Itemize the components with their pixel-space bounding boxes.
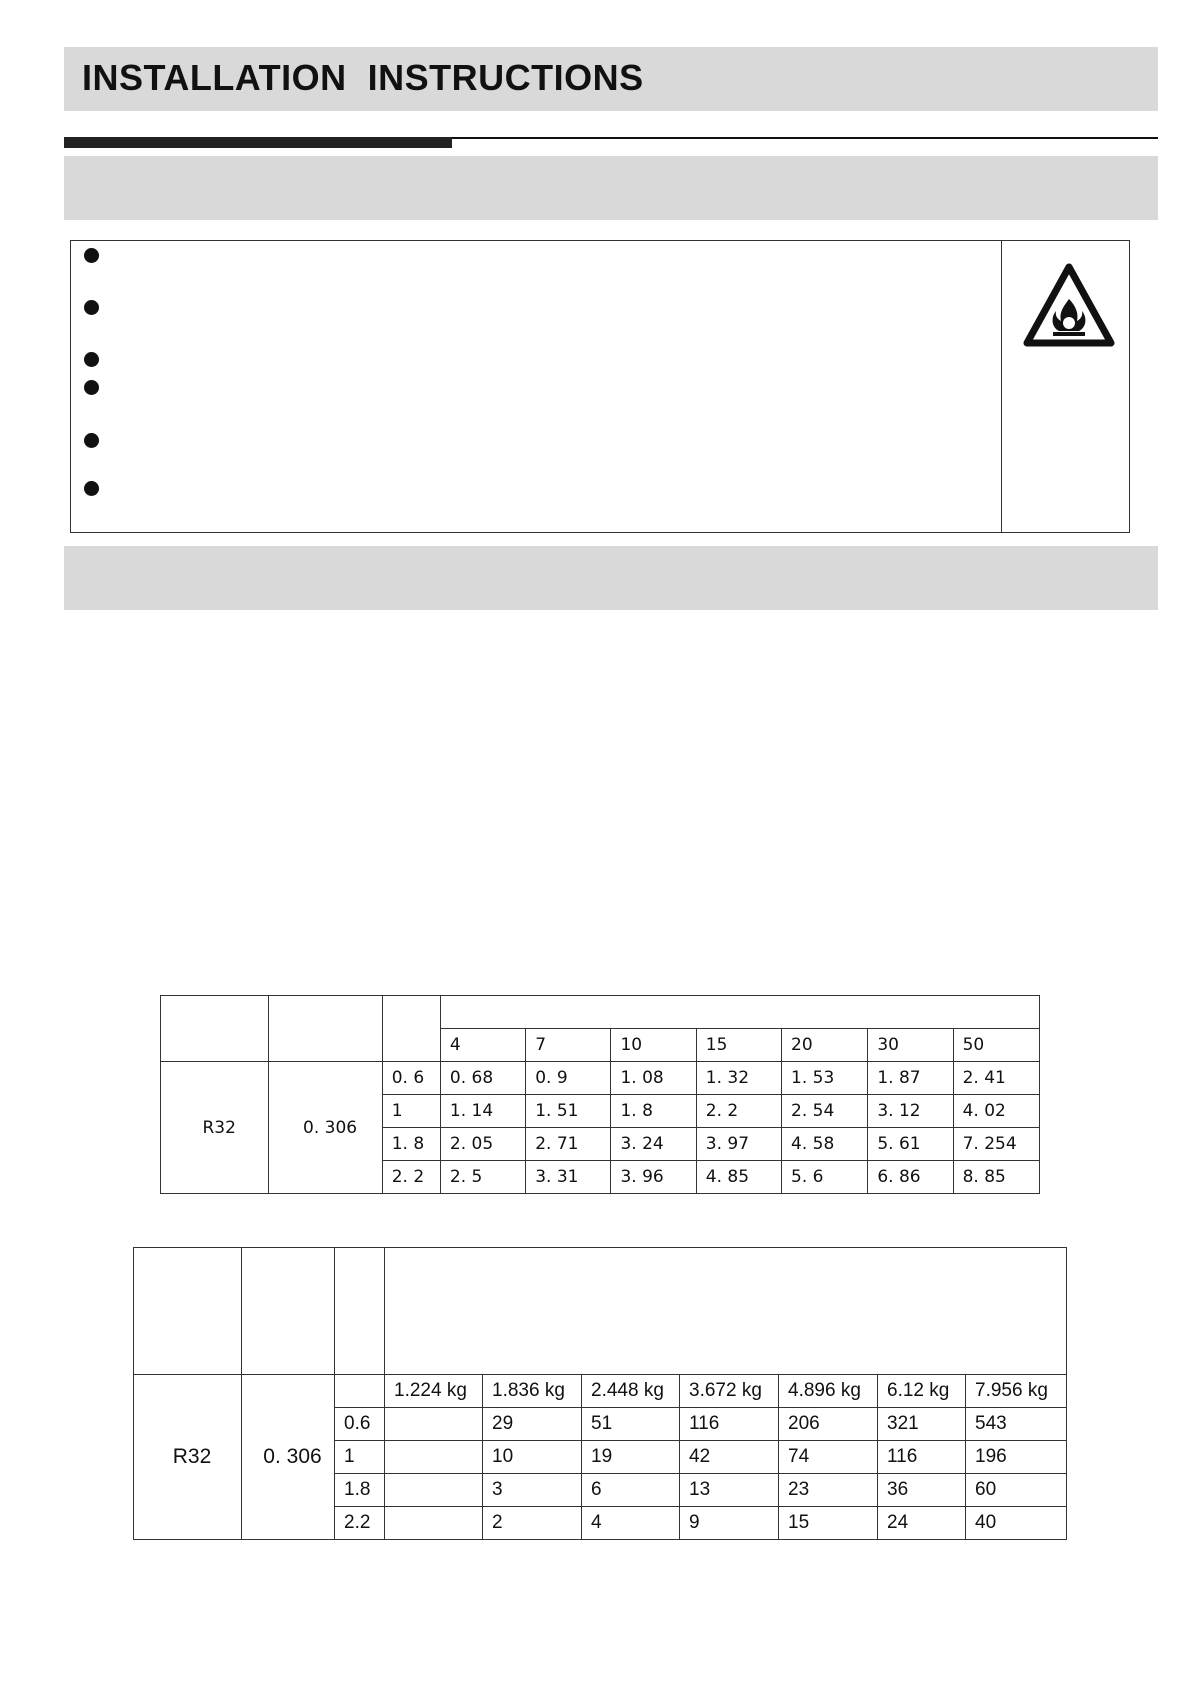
bullet-icon <box>84 300 99 315</box>
table-cell <box>385 1408 483 1441</box>
table-cell: 9 <box>680 1507 779 1540</box>
table-header-cell <box>385 1248 1067 1375</box>
table-header-row <box>161 996 1040 1029</box>
table-cell <box>385 1441 483 1474</box>
table-header-cell: 30 <box>868 1029 953 1062</box>
table-cell: 5. 6 <box>782 1161 868 1194</box>
table-cell: 1. 32 <box>696 1062 781 1095</box>
header-band <box>64 47 1158 111</box>
table-cell: 15 <box>779 1507 878 1540</box>
table-cell: 1. 8 <box>611 1095 696 1128</box>
table-cell: 3. 97 <box>696 1128 781 1161</box>
table-header-cell: 15 <box>696 1029 781 1062</box>
table-cell: 42 <box>680 1441 779 1474</box>
height-cell: 2. 2 <box>382 1161 440 1194</box>
table-cell: 1. 14 <box>440 1095 525 1128</box>
table-cell <box>385 1507 483 1540</box>
table-header-cell <box>269 996 382 1062</box>
bullet-icon <box>84 481 99 496</box>
table-cell: 13 <box>680 1474 779 1507</box>
table-cell: 10 <box>483 1441 582 1474</box>
table-cell: 5. 61 <box>868 1128 953 1161</box>
lfl-cell: 0. 306 <box>242 1375 335 1540</box>
table-header-cell <box>161 996 269 1062</box>
table-header-cell <box>382 996 440 1062</box>
table-cell: 24 <box>878 1507 966 1540</box>
table-cell: 6 <box>582 1474 680 1507</box>
table-header-cell: 50 <box>953 1029 1039 1062</box>
bullet-icon <box>84 380 99 395</box>
height-cell: 0.6 <box>335 1408 385 1441</box>
height-cell: 1. 8 <box>382 1128 440 1161</box>
warning-box-divider <box>1001 241 1002 532</box>
table-cell: 8. 85 <box>953 1161 1039 1194</box>
table-cell <box>385 1474 483 1507</box>
table-cell: 1. 08 <box>611 1062 696 1095</box>
table-header-cell: 10 <box>611 1029 696 1062</box>
refrigerant-cell: R32 <box>161 1062 269 1194</box>
table-header-cell <box>335 1375 385 1408</box>
table-cell: 0. 9 <box>526 1062 611 1095</box>
table-cell: 1. 53 <box>782 1062 868 1095</box>
table-cell: 4. 02 <box>953 1095 1039 1128</box>
table-cell: 321 <box>878 1408 966 1441</box>
table-cell: 3. 96 <box>611 1161 696 1194</box>
table-cell: 2. 05 <box>440 1128 525 1161</box>
table-cell: 206 <box>779 1408 878 1441</box>
table-cell: 3. 12 <box>868 1095 953 1128</box>
max-charge-table <box>133 1247 1067 1540</box>
bullet-icon <box>84 248 99 263</box>
table-cell: 29 <box>483 1408 582 1441</box>
table-cell: 116 <box>878 1441 966 1474</box>
table-cell: 7. 254 <box>953 1128 1039 1161</box>
table-cell: 3. 24 <box>611 1128 696 1161</box>
table-cell: 2. 2 <box>696 1095 781 1128</box>
table-cell: 116 <box>680 1408 779 1441</box>
table-header-cell: 2.448 kg <box>582 1375 680 1408</box>
table-cell: 2. 41 <box>953 1062 1039 1095</box>
table-cell: 3 <box>483 1474 582 1507</box>
table-cell: 4. 85 <box>696 1161 781 1194</box>
warning-box <box>70 240 1130 533</box>
page-title: INSTALLATION INSTRUCTIONS <box>82 57 644 98</box>
table-cell: 2. 5 <box>440 1161 525 1194</box>
refrigerant-cell: R32 <box>134 1375 242 1540</box>
min-room-area-table <box>160 995 1040 1194</box>
table-cell: 543 <box>966 1408 1067 1441</box>
table-row <box>161 1062 1040 1095</box>
table-header-cell: 1.836 kg <box>483 1375 582 1408</box>
lfl-cell: 0. 306 <box>269 1062 382 1194</box>
table-cell: 0. 68 <box>440 1062 525 1095</box>
height-cell: 2.2 <box>335 1507 385 1540</box>
table-cell: 2 <box>483 1507 582 1540</box>
table-header-cell: 7 <box>526 1029 611 1062</box>
table-header-cell: 4.896 kg <box>779 1375 878 1408</box>
section-heading-band <box>64 156 1158 220</box>
table-cell: 6. 86 <box>868 1161 953 1194</box>
table-cell: 19 <box>582 1441 680 1474</box>
table-cell: 4. 58 <box>782 1128 868 1161</box>
table-header-cell: 20 <box>782 1029 868 1062</box>
table-cell: 4 <box>582 1507 680 1540</box>
table-cell: 40 <box>966 1507 1067 1540</box>
table-header-cell <box>335 1248 385 1375</box>
table-cell: 60 <box>966 1474 1067 1507</box>
bullet-icon <box>84 433 99 448</box>
table-cell: 51 <box>582 1408 680 1441</box>
height-cell: 1 <box>335 1441 385 1474</box>
table-cell: 1. 87 <box>868 1062 953 1095</box>
table-cell: 1. 51 <box>526 1095 611 1128</box>
table-cell: 36 <box>878 1474 966 1507</box>
table-header-cell <box>134 1248 242 1375</box>
table-cell: 196 <box>966 1441 1067 1474</box>
height-cell: 1 <box>382 1095 440 1128</box>
table-header-cell: 6.12 kg <box>878 1375 966 1408</box>
table-cell: 74 <box>779 1441 878 1474</box>
table-cell: 3. 31 <box>526 1161 611 1194</box>
table-header-cell: 4 <box>440 1029 525 1062</box>
table-header-cell <box>242 1248 335 1375</box>
bullet-icon <box>84 352 99 367</box>
header-rule-accent <box>64 137 452 148</box>
table-header-cell: 7.956 kg <box>966 1375 1067 1408</box>
table-header-cell: 3.672 kg <box>680 1375 779 1408</box>
table-cell: 2. 54 <box>782 1095 868 1128</box>
height-cell: 0. 6 <box>382 1062 440 1095</box>
height-cell: 1.8 <box>335 1474 385 1507</box>
table-header-row <box>134 1375 1067 1408</box>
table-header-row <box>134 1248 1067 1375</box>
table-cell: 2. 71 <box>526 1128 611 1161</box>
section-heading-band <box>64 546 1158 610</box>
table-cell: 23 <box>779 1474 878 1507</box>
table-header-cell <box>440 996 1039 1029</box>
table-header-cell: 1.224 kg <box>385 1375 483 1408</box>
flammable-warning-icon <box>1023 263 1115 347</box>
